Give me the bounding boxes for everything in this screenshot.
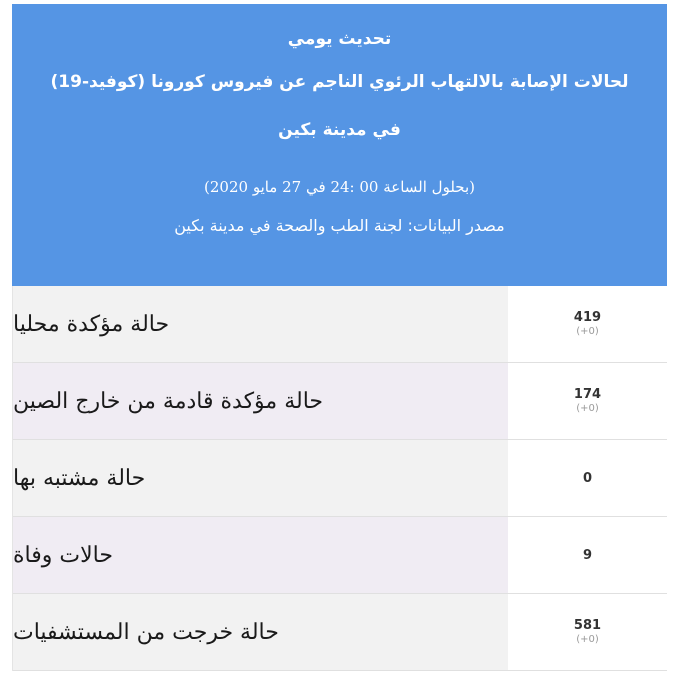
stat-row-imported-confirmed [13,363,667,440]
stat-value: 581 [573,618,602,633]
daily-update-card [12,4,667,671]
stat-value-cell [508,594,667,670]
stat-value: 419 [573,310,602,325]
stat-label: حالة مشتبه بها [13,440,508,516]
stat-label: حالات وفاة [13,517,508,593]
stat-row-local-confirmed [13,286,667,363]
stat-label: حالة مؤكدة محليا [13,286,508,362]
stat-value: 0 [582,470,593,486]
as-of-timestamp: (بحلول الساعة 00 :24 في 27 مايو 2020) [204,178,475,196]
stat-label: حالة مؤكدة قادمة من خارج الصين [13,363,508,439]
stat-label: حالة خرجت من المستشفيات [13,594,508,670]
stat-row-deaths [13,517,667,594]
stat-value-cell [508,517,667,593]
stat-delta: (+0) [576,326,599,337]
stats-table [12,286,667,671]
stat-value-cell [508,286,667,362]
stat-delta: (+0) [576,634,599,645]
stat-value-cell [508,363,667,439]
stat-value: 9 [582,547,593,563]
stat-delta: (+0) [576,403,599,414]
stat-value-cell [508,440,667,516]
stat-value: 174 [573,387,602,402]
stat-row-suspected [13,440,667,517]
data-source: مصدر البيانات: لجنة الطب والصحة في مدينة بكين [174,216,505,235]
header-subtitle-line1: لحالات الإصابة بالالتهاب الرئوي الناجم عن فيروس كورونا (كوفيد-19) [50,72,629,92]
stat-row-discharged [13,594,667,671]
header-subtitle-line2: في مدينة بكين [278,120,401,140]
header-banner [12,4,667,286]
header-title: تحديث يومي [287,29,392,49]
